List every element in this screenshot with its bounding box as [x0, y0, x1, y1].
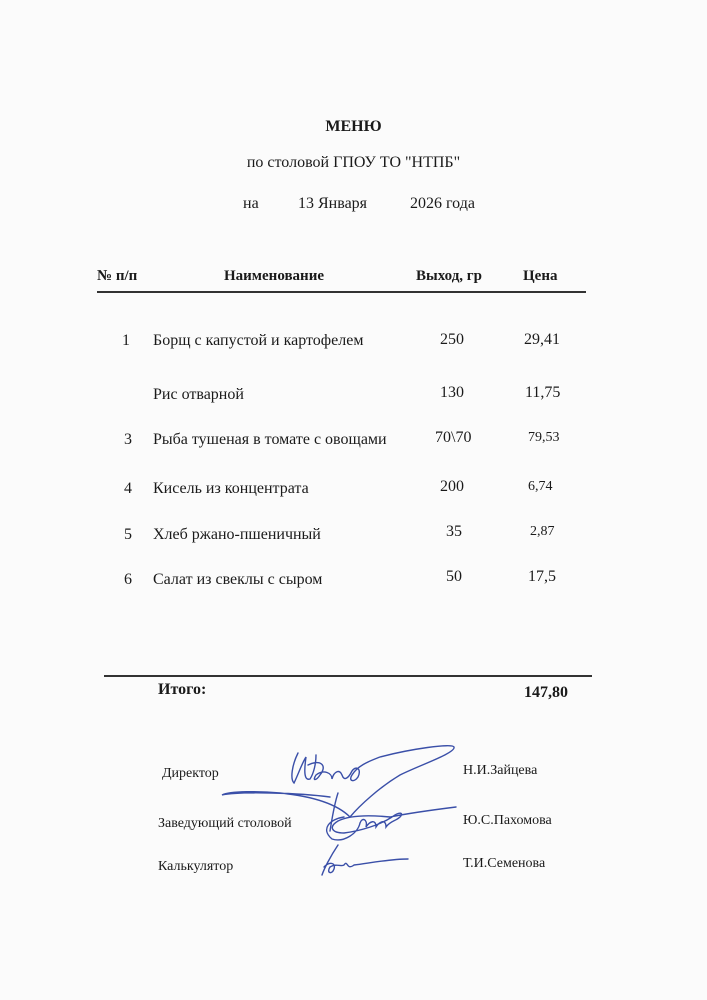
row-name: Борщ с капустой и картофелем — [153, 332, 364, 349]
row-yield: 200 — [440, 478, 464, 495]
page-subtitle: по столовой ГПОУ ТО "НТПБ" — [246, 154, 461, 171]
cafeteria-head-signature — [327, 793, 456, 840]
signature-name-director: Н.И.Зайцева — [463, 763, 538, 778]
signature-role-director: Директор — [162, 766, 219, 781]
column-header-name: Наименование — [224, 268, 324, 284]
row-name: Салат из свеклы с сыром — [153, 571, 323, 588]
page-title: МЕНЮ — [325, 118, 382, 135]
row-number: 1 — [122, 332, 130, 349]
row-yield: 250 — [440, 331, 464, 348]
column-header-yield: Выход, гр — [416, 268, 482, 284]
row-yield: 50 — [446, 568, 462, 585]
row-number: 5 — [124, 526, 132, 543]
signature-name-cafeteria-head: Ю.С.Пахомова — [463, 813, 552, 828]
row-yield: 35 — [446, 523, 462, 540]
signature-role-cafeteria-head: Заведующий столовой — [158, 816, 292, 831]
row-price: 2,87 — [530, 524, 555, 539]
row-price: 29,41 — [524, 331, 560, 348]
column-header-number: № п/п — [97, 268, 138, 284]
row-name: Рис отварной — [153, 386, 244, 403]
row-number: 3 — [124, 431, 132, 448]
director-signature — [222, 746, 454, 817]
row-yield: 130 — [440, 384, 464, 401]
row-price: 79,53 — [528, 430, 560, 445]
calculator-signature — [322, 845, 408, 875]
handwritten-signatures — [220, 735, 470, 885]
total-value: 147,80 — [524, 684, 568, 701]
row-name: Хлеб ржано-пшеничный — [153, 526, 321, 543]
date-prefix: на — [243, 195, 259, 212]
total-label: Итого: — [158, 681, 207, 698]
signature-role-calculator: Калькулятор — [158, 859, 234, 874]
row-name: Кисель из концентрата — [153, 480, 309, 497]
row-yield: 70\70 — [435, 429, 472, 446]
row-number: 4 — [124, 480, 132, 497]
row-price: 17,5 — [528, 568, 556, 585]
row-name: Рыба тушеная в томате с овощами — [153, 431, 387, 448]
date-year: 2026 года — [410, 195, 475, 212]
row-number: 6 — [124, 571, 132, 588]
date-day: 13 Января — [298, 195, 368, 212]
row-price: 11,75 — [525, 384, 561, 401]
row-price: 6,74 — [528, 479, 553, 494]
total-divider — [104, 675, 592, 677]
column-header-price: Цена — [523, 268, 558, 284]
header-divider — [97, 291, 586, 293]
signature-name-calculator: Т.И.Семенова — [463, 856, 546, 871]
